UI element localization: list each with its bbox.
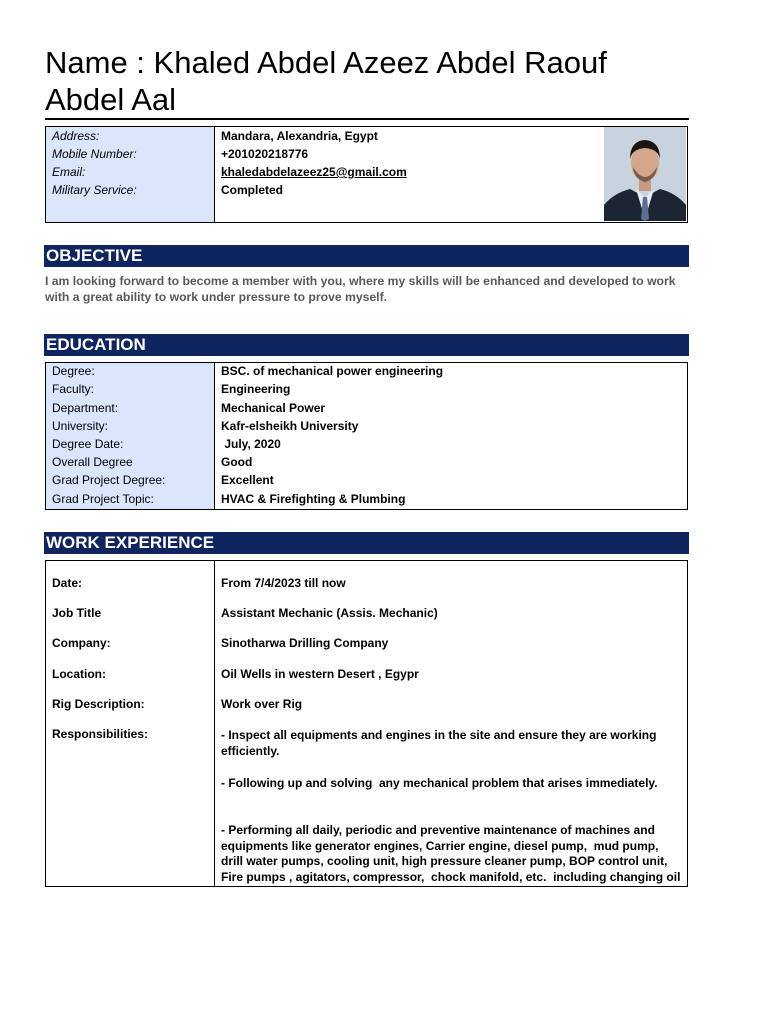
name-line-2: Abdel Aal [45,82,176,117]
location-label: Location: [52,667,106,681]
work-experience-box [45,560,688,887]
degree-value: BSC. of mechanical power engineering [221,364,444,378]
avatar-icon [604,127,686,221]
address-label: Address: [52,129,100,143]
address-value: Mandara, Alexandria, Egypt [221,129,378,143]
grad-project-degree-label: Grad Project Degree: [52,473,166,487]
work-experience-title: WORK EXPERIENCE [46,533,215,552]
responsibility-line: - Following up and solving any mechanical problem that arises immediately. [221,776,658,790]
education-row [46,381,687,399]
job-title-label: Job Title [52,606,102,620]
email-label: Email: [52,165,86,179]
responsibility-line: - Performing all daily, periodic and preventive maintenance of machines and [221,823,655,837]
education-row [46,491,687,509]
profile-photo [604,127,686,221]
overall-degree-value: Good [221,455,253,469]
personal-row [46,181,687,199]
faculty-label: Faculty: [52,382,95,396]
personal-row [46,163,687,181]
mobile-label: Mobile Number: [52,147,137,161]
responsibility-line: efficiently. [221,743,280,758]
company-label: Company: [52,636,111,650]
grad-project-topic-value: HVAC & Firefighting & Plumbing [221,492,406,506]
job-title-value: Assistant Mechanic (Assis. Mechanic) [221,606,438,620]
email-link[interactable]: khaledabdelazeez25@gmail.com [221,165,407,179]
objective-header [44,245,689,267]
military-value: Completed [221,183,284,197]
responsibility-line: equipments like generator engines, Carrier engine, diesel pump, mud pump, [221,838,659,853]
work-experience-header [44,532,689,554]
education-row [46,418,687,436]
education-row [46,400,687,418]
date-value: From 7/4/2023 till now [221,576,346,590]
objective-line: I am looking forward to become a member with you, where my skills will be enhanced and developed to work [45,274,676,288]
faculty-value: Engineering [221,382,291,396]
mobile-value: +201020218776 [221,147,309,161]
objective-text [45,273,685,305]
date-label: Date: [52,576,83,590]
company-value: Sinotharwa Drilling Company [221,636,389,650]
personal-row [46,127,687,145]
responsibilities-label: Responsibilities: [52,727,149,741]
responsibility-item [221,776,686,792]
university-value: Kafr-elsheikh University [221,419,359,433]
military-label: Military Service: [52,183,137,197]
personal-info-box [45,126,688,223]
responsibility-line: Fire pumps , agitators, compressor, chock manifold, etc. including changing oil [221,869,681,884]
rig-description-value: Work over Rig [221,697,303,711]
responsibility-item [221,728,686,759]
objective-line: with a great ability to work under pressure to prove myself. [45,290,388,304]
university-label: University: [52,419,109,433]
education-row [46,472,687,490]
responsibility-item [221,823,686,885]
education-row [46,436,687,454]
education-header [44,334,689,356]
title-underline [45,118,689,120]
education-box [45,362,688,510]
degree-date-label: Degree Date: [52,437,124,451]
personal-row [46,145,687,163]
grad-project-topic-label: Grad Project Topic: [52,492,154,506]
education-row [46,363,687,381]
department-value: Mechanical Power [221,401,326,415]
responsibility-line: - Inspect all equipments and engines in the site and ensure they are working [221,728,657,742]
grad-project-degree-value: Excellent [221,473,274,487]
overall-degree-label: Overall Degree [52,455,133,469]
name-line-1: Name : Khaled Abdel Azeez Abdel Raouf [45,45,607,80]
education-row [46,454,687,472]
department-label: Department: [52,401,119,415]
education-title: EDUCATION [46,335,146,354]
responsibility-line: drill water pumps, cooling unit, high pressure cleaner pump, BOP control unit, [221,854,668,868]
rig-description-label: Rig Description: [52,697,145,711]
location-value: Oil Wells in western Desert , Egypr [221,667,419,681]
page-title [45,44,695,118]
degree-label: Degree: [52,364,95,378]
degree-date-value: July, 2020 [221,437,281,451]
objective-title: OBJECTIVE [46,246,143,265]
